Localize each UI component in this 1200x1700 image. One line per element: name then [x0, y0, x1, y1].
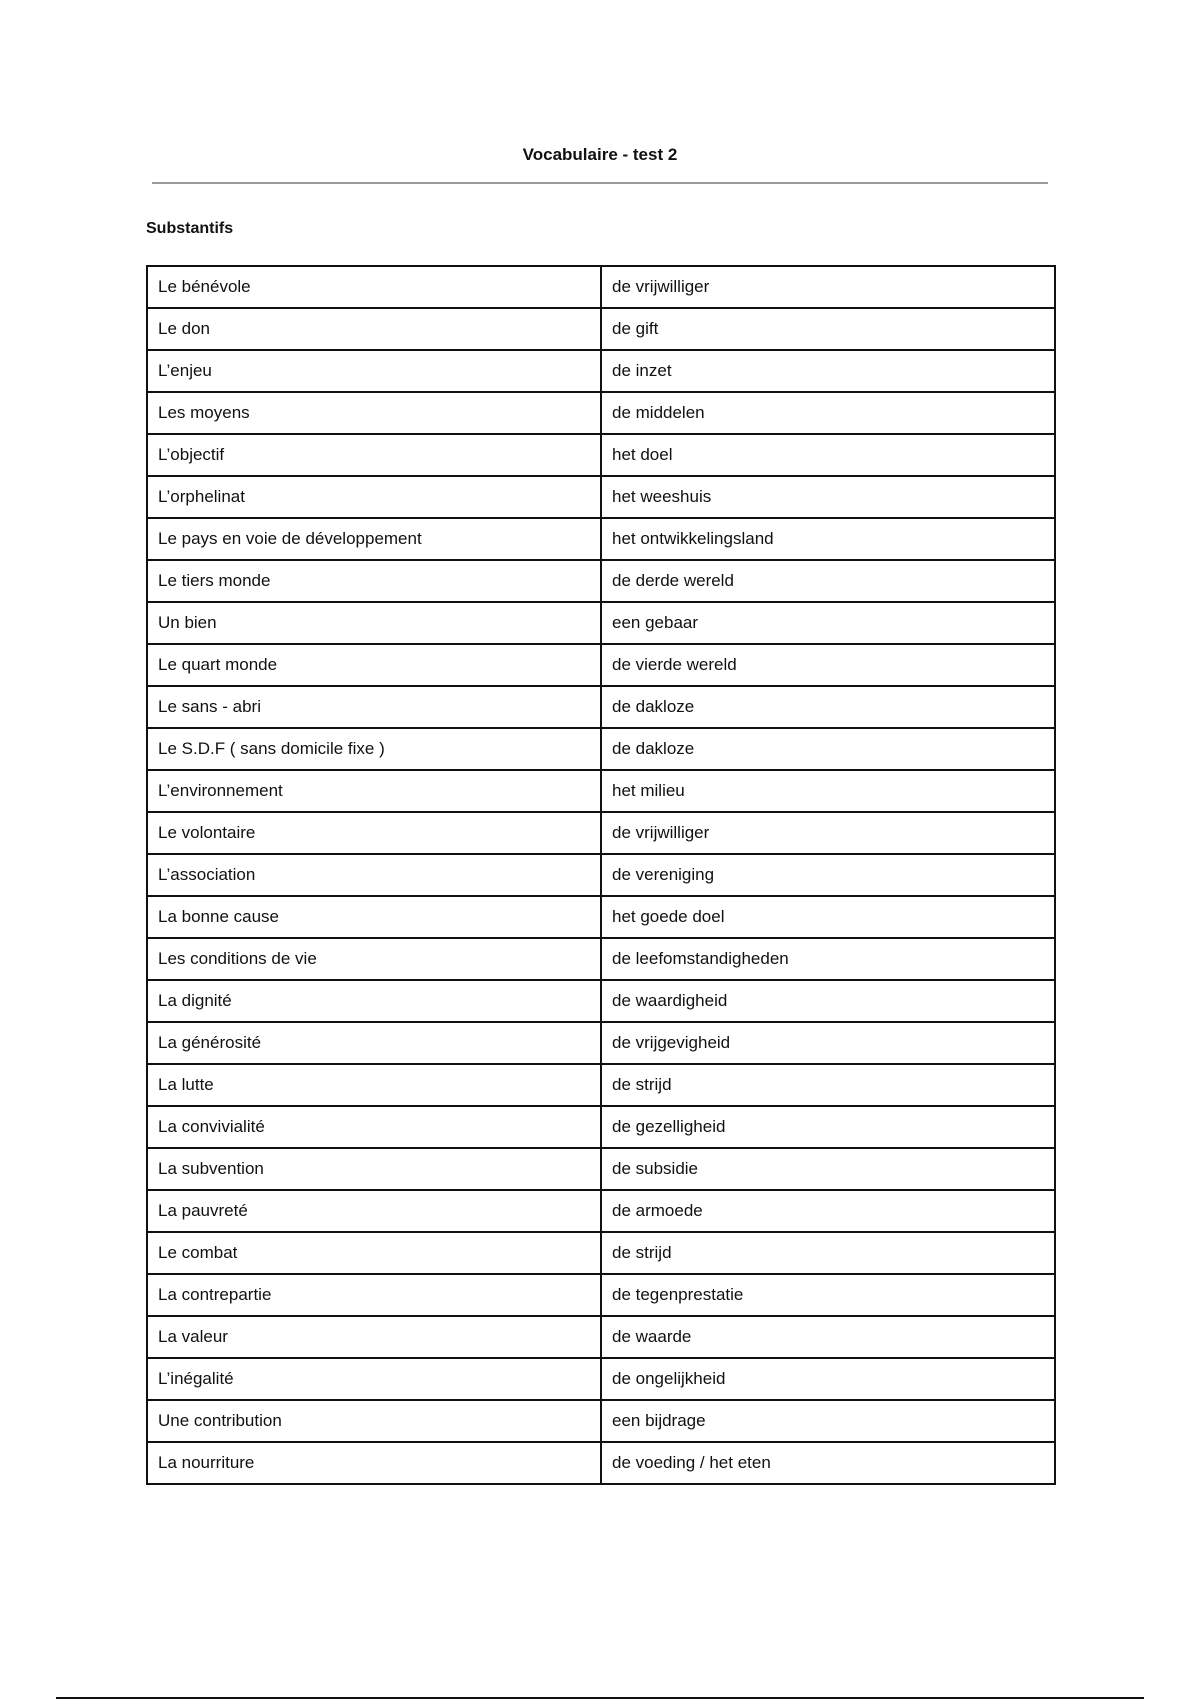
- table-row: [147, 560, 1055, 602]
- french-term: Le S.D.F ( sans domicile fixe ): [147, 728, 601, 770]
- table-row: [147, 1190, 1055, 1232]
- french-term: L’orphelinat: [147, 476, 601, 518]
- dutch-translation: de vrijwilliger: [601, 812, 1055, 854]
- table-row: [147, 602, 1055, 644]
- table-row: [147, 518, 1055, 560]
- dutch-translation: de subsidie: [601, 1148, 1055, 1190]
- title-divider: [152, 182, 1048, 184]
- table-row: [147, 938, 1055, 980]
- vocabulary-table: [146, 265, 1056, 1485]
- dutch-translation: de waardigheid: [601, 980, 1055, 1022]
- dutch-translation: de tegenprestatie: [601, 1274, 1055, 1316]
- dutch-translation: de middelen: [601, 392, 1055, 434]
- table-row: [147, 1400, 1055, 1442]
- french-term: La contrepartie: [147, 1274, 601, 1316]
- french-term: La bonne cause: [147, 896, 601, 938]
- french-term: Le bénévole: [147, 266, 601, 308]
- table-row: [147, 686, 1055, 728]
- vocabulary-table-body: [147, 266, 1055, 1484]
- dutch-translation: een bijdrage: [601, 1400, 1055, 1442]
- dutch-translation: de voeding / het eten: [601, 1442, 1055, 1484]
- dutch-translation: het milieu: [601, 770, 1055, 812]
- page-title: Vocabulaire - test 2: [522, 145, 678, 164]
- dutch-translation: het weeshuis: [601, 476, 1055, 518]
- dutch-translation: de waarde: [601, 1316, 1055, 1358]
- french-term: L’association: [147, 854, 601, 896]
- dutch-translation: de vierde wereld: [601, 644, 1055, 686]
- table-row: [147, 812, 1055, 854]
- dutch-translation: de gift: [601, 308, 1055, 350]
- table-row: [147, 1148, 1055, 1190]
- french-term: La nourriture: [147, 1442, 601, 1484]
- table-row: [147, 896, 1055, 938]
- french-term: La convivialité: [147, 1106, 601, 1148]
- french-term: Le don: [147, 308, 601, 350]
- french-term: L’inégalité: [147, 1358, 601, 1400]
- table-row: [147, 392, 1055, 434]
- french-term: Le quart monde: [147, 644, 601, 686]
- french-term: La dignité: [147, 980, 601, 1022]
- table-row: [147, 1022, 1055, 1064]
- section-heading: Substantifs: [146, 220, 234, 237]
- dutch-translation: een gebaar: [601, 602, 1055, 644]
- dutch-translation: de leefomstandigheden: [601, 938, 1055, 980]
- table-row: [147, 770, 1055, 812]
- table-row: [147, 1274, 1055, 1316]
- dutch-translation: de dakloze: [601, 728, 1055, 770]
- table-row: [147, 1316, 1055, 1358]
- table-row: [147, 434, 1055, 476]
- table-row: [147, 476, 1055, 518]
- french-term: Le volontaire: [147, 812, 601, 854]
- dutch-translation: de armoede: [601, 1190, 1055, 1232]
- dutch-translation: de vrijwilliger: [601, 266, 1055, 308]
- french-term: Le combat: [147, 1232, 601, 1274]
- french-term: Une contribution: [147, 1400, 601, 1442]
- french-term: La générosité: [147, 1022, 601, 1064]
- footer-divider: [56, 1697, 1144, 1699]
- table-row: [147, 1232, 1055, 1274]
- table-row: [147, 980, 1055, 1022]
- table-row: [147, 854, 1055, 896]
- table-row: [147, 266, 1055, 308]
- french-term: L’enjeu: [147, 350, 601, 392]
- dutch-translation: de strijd: [601, 1064, 1055, 1106]
- table-row: [147, 1358, 1055, 1400]
- dutch-translation: de strijd: [601, 1232, 1055, 1274]
- table-row: [147, 644, 1055, 686]
- french-term: Les conditions de vie: [147, 938, 601, 980]
- table-row: [147, 350, 1055, 392]
- dutch-translation: het doel: [601, 434, 1055, 476]
- french-term: L’environnement: [147, 770, 601, 812]
- french-term: Le tiers monde: [147, 560, 601, 602]
- french-term: La lutte: [147, 1064, 601, 1106]
- french-term: La valeur: [147, 1316, 601, 1358]
- french-term: Le pays en voie de développement: [147, 518, 601, 560]
- table-row: [147, 1106, 1055, 1148]
- table-row: [147, 308, 1055, 350]
- table-row: [147, 1442, 1055, 1484]
- french-term: La pauvreté: [147, 1190, 601, 1232]
- table-row: [147, 1064, 1055, 1106]
- dutch-translation: de inzet: [601, 350, 1055, 392]
- table-row: [147, 728, 1055, 770]
- dutch-translation: de derde wereld: [601, 560, 1055, 602]
- dutch-translation: de vereniging: [601, 854, 1055, 896]
- french-term: La subvention: [147, 1148, 601, 1190]
- dutch-translation: het goede doel: [601, 896, 1055, 938]
- dutch-translation: de gezelligheid: [601, 1106, 1055, 1148]
- dutch-translation: het ontwikkelingsland: [601, 518, 1055, 560]
- french-term: Les moyens: [147, 392, 601, 434]
- dutch-translation: de ongelijkheid: [601, 1358, 1055, 1400]
- dutch-translation: de vrijgevigheid: [601, 1022, 1055, 1064]
- french-term: Un bien: [147, 602, 601, 644]
- french-term: L’objectif: [147, 434, 601, 476]
- dutch-translation: de dakloze: [601, 686, 1055, 728]
- french-term: Le sans - abri: [147, 686, 601, 728]
